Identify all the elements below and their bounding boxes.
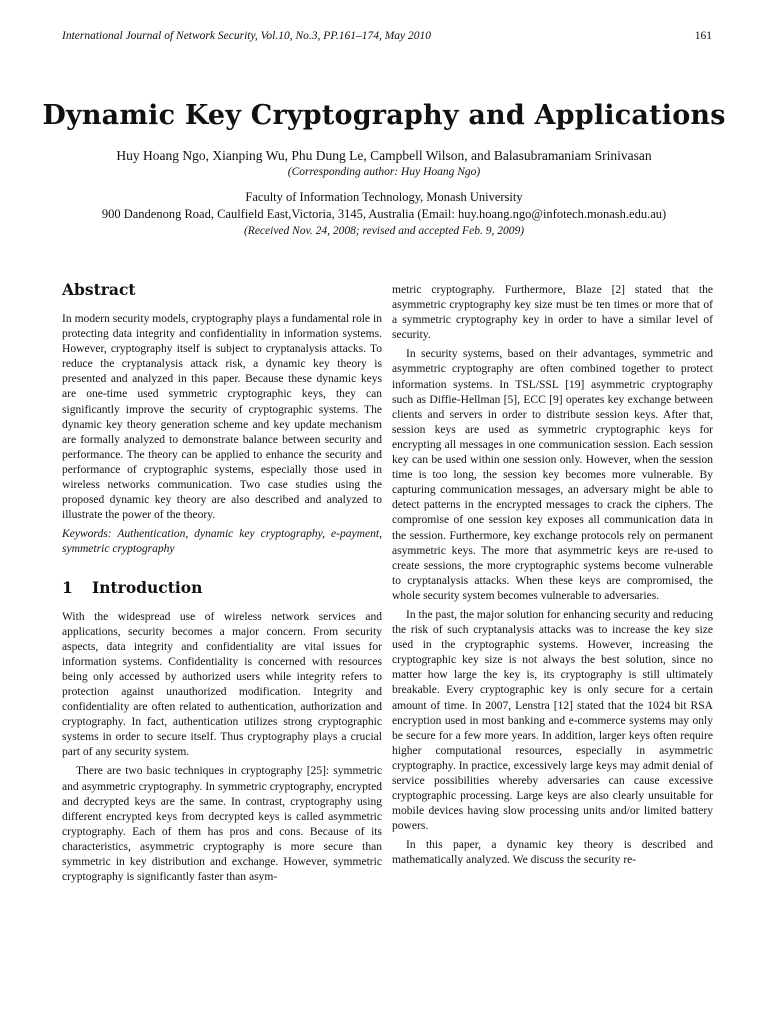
affiliation: Faculty of Information Technology, Monash University — [245, 190, 523, 204]
right-column — [392, 283, 713, 869]
intro-paragraph-1: With the widespread use of wireless network services and applications, security becomes a major concern. From security aspects, data integrity and confidentiality are vital issues for information systems. Confidentiality is concerned with resources being only accessed by authorized users while integrity refers to protection against unauthorized modification. Integrity and confidentiality are often related to authentication, authorization and cryptography. In fact, authentication utilizes strong cryptographic systems in order to secure itself. Thus cryptography plays a crucial part of any security system. — [62, 610, 382, 759]
keywords: Keywords: Authentication, dynamic key cryptography, e-payment, symmetric cryptography — [62, 528, 382, 556]
author-list: Huy Hoang Ngo, Xianping Wu, Phu Dung Le, Campbell Wilson, and Balasubramaniam Srinivasan — [116, 148, 652, 163]
abstract-heading: Abstract — [62, 280, 136, 299]
abstract-body: In modern security models, cryptography plays a fundamental role in protecting data integrity and confidentiality in information systems. However, cryptography itself is subject to cryptanalysis attacks. To reduce the cryptanalysis attack risk, a dynamic key theory is presented and analyzed in this paper. Because these dynamic keys are one-time used symmetric cryptographic keys, they can significantly improve the security of cryptographic systems. The dynamic key theory generation scheme and key update mechanism are formally analyzed to demonstrate balance between security and performance. The theory can be applied to enhance the security and performance of cryptographic systems, especially those used in wireless networks communication. Two case studies using the proposed dynamic key theory are also described and analyzed to illustrate the power of the theory. — [62, 313, 382, 522]
section-title: Introduction — [92, 577, 203, 597]
received-dates: (Received Nov. 24, 2008; revised and accepted Feb. 9, 2009) — [243, 225, 525, 237]
right-paragraph-1: metric cryptography. Furthermore, Blaze [2] stated that the asymmetric cryptography key size must be ten times or more that of a symmetric cryptography key in order to have a similar level of security. — [392, 284, 713, 342]
paper-title: Dynamic Key Cryptography and Applications — [42, 100, 726, 131]
intro-paragraph-2: There are two basic techniques in cryptography [25]: symmetric and asymmetric cryptography. In symmetric cryptography, encrypted and decrypted keys are the same. In contrast, cryptography using different encrypted keys from decrypted keys is called asymmetric cryptography. Each of them has pros and cons. Because of its characteristics, asymmetric cryptography is more secure than symmetric in key distribution and exchange. However, symmetric cryptography is significantly faster than asym- — [62, 765, 382, 884]
corresponding-author: (Corresponding author: Huy Hoang Ngo) — [287, 166, 481, 178]
page-number: 161 — [694, 30, 712, 42]
left-column — [62, 280, 382, 885]
right-paragraph-4: In this paper, a dynamic key theory is described and mathematically analyzed. We discuss the security re- — [392, 839, 713, 867]
section-heading-introduction — [62, 578, 382, 598]
section-number: 1 — [62, 577, 73, 597]
right-paragraph-2: In security systems, based on their advantages, symmetric and asymmetric cryptography are often combined together to protect information systems. In TSL/SSL [19] asymmetric cryptography such as Diffie-Hellman [5], ECC [9] operates key exchange between clients and servers in order to distribute session keys. After that, session keys are used as symmetric cryptographic keys for encrypting all messages in one communication session. Each session key can be used within one session only. However, when the session time is too long, the session key becomes more vulnerable. By capturing communication messages, an adversary might be able to detect patterns in the encrypted messages to crack the ciphers. The compromise of one session key exposes all communication data in the session. Furthermore, key exchange protocols rely on permanent asymmetric keys. The more that asymmetric keys are re-used to create sessions, the more cryptographic systems become vulnerable to cryptanalysis attacks. When these keys are compromised, the whole security system becomes vulnerable to adversaries. — [392, 348, 713, 602]
address-email: 900 Dandenong Road, Caulfield East,Victoria, 3145, Australia (Email: huy.hoang.ngo@infotech.monash.edu.au) — [101, 207, 667, 221]
right-paragraph-3: In the past, the major solution for enhancing security and reducing the risk of such cryptanalysis attacks was to increase the key size used in the cryptographic systems. However, increasing the cryptographic key size is not always the best solution, since no matter how large the key is, its cryptography is still ultimately breakable. Every cryptographic key is only secure for a certain amount of time. In 2007, Lenstra [12] stated that the 1024 bit RSA encryption used in most banking and e-commerce systems may only be secure for a few more years. In addition, larger keys often require higher computational resources, especially in asymmetric cryptography. In practice, excessively large keys may admit denial of service possibilities whereby adversaries can cause excessive cryptographic processing. Large keys are also clearly unsuitable for mobile devices having slow processing units and/or limited battery powers. — [392, 608, 713, 833]
running-head: International Journal of Network Security, Vol.10, No.3, PP.161–174, May 2010 — [62, 30, 432, 42]
